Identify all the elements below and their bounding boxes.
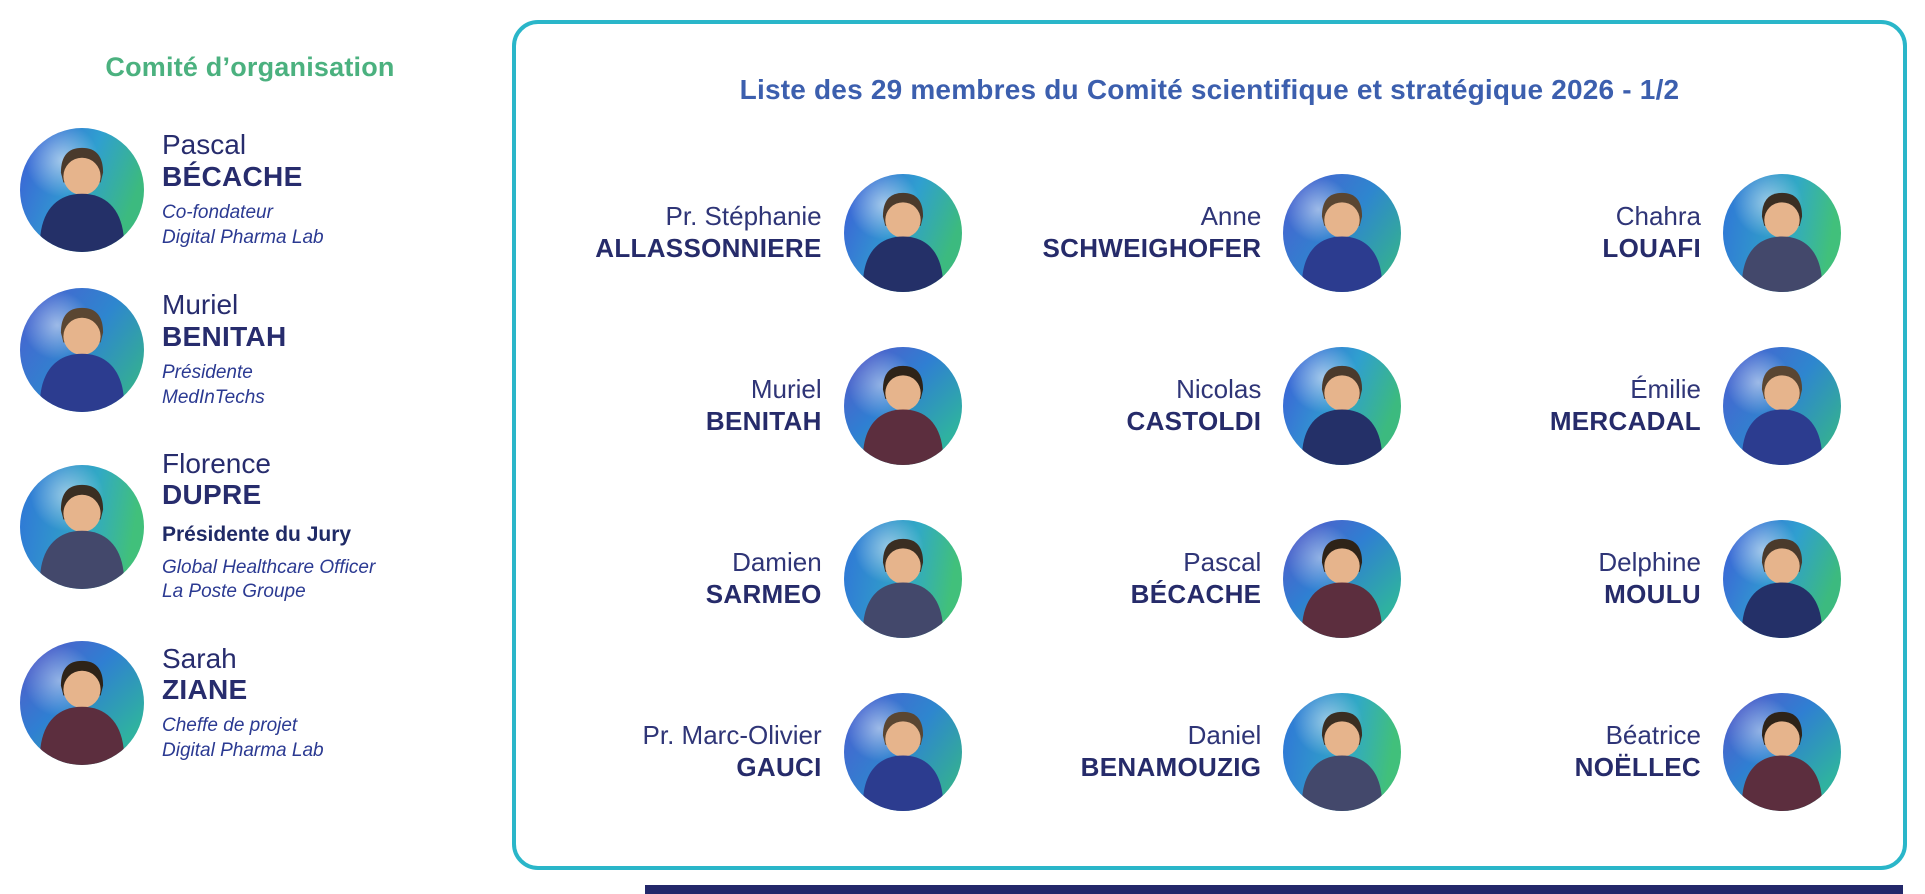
member-text-block [1550, 374, 1701, 437]
member-photo [844, 520, 962, 638]
person-portrait-icon [20, 128, 144, 252]
member-text-block [595, 201, 821, 264]
member-photo [1723, 693, 1841, 811]
member-last-name: BENITAH [162, 320, 287, 352]
member-text-block [1598, 547, 1701, 610]
member-last-name: LOUAFI [1602, 232, 1701, 263]
person-portrait-icon [844, 347, 962, 465]
sci-member-cell [1429, 319, 1869, 492]
sci-member-cell [1429, 146, 1869, 319]
member-text-block [706, 547, 822, 610]
person-portrait-icon [1723, 520, 1841, 638]
member-text-block [1043, 201, 1262, 264]
org-member-row [20, 641, 375, 765]
member-first-name: Émilie [1630, 373, 1701, 404]
member-first-name: Muriel [162, 289, 239, 321]
member-text-block [643, 720, 822, 783]
member-photo [1723, 347, 1841, 465]
sci-member-cell [550, 665, 990, 838]
person-portrait-icon [844, 174, 962, 292]
member-first-name: Daniel [1187, 719, 1262, 750]
member-first-name: Delphine [1598, 546, 1701, 577]
person-portrait-icon [1283, 520, 1401, 638]
member-role: Co-fondateur Digital Pharma Lab [162, 202, 324, 248]
member-text-block [162, 643, 324, 764]
organizing-committee-panel [0, 0, 500, 894]
member-last-name: SARMEO [705, 578, 822, 609]
person-portrait-icon [20, 288, 144, 412]
member-photo [1283, 693, 1401, 811]
member-last-name: BÉCACHE [1130, 578, 1262, 609]
sci-member-cell [990, 492, 1430, 665]
member-photo [20, 128, 144, 252]
member-first-name: Anne [1200, 200, 1262, 231]
member-role: Cheffe de projet Digital Pharma Lab [162, 715, 324, 761]
person-portrait-icon [1723, 174, 1841, 292]
person-portrait-icon [1283, 347, 1401, 465]
org-member-row [20, 448, 375, 605]
person-portrait-icon [20, 641, 144, 765]
member-text-block [162, 129, 324, 250]
member-last-name: MOULU [1604, 578, 1701, 609]
person-portrait-icon [844, 693, 962, 811]
member-last-name: BENITAH [705, 405, 822, 436]
org-member-row [20, 128, 375, 252]
member-last-name: MERCADAL [1549, 405, 1701, 436]
member-last-name: ALLASSONNIERE [595, 232, 822, 263]
member-photo [1283, 174, 1401, 292]
member-text-block [1575, 720, 1701, 783]
member-text-block [1602, 201, 1701, 264]
person-portrait-icon [1723, 347, 1841, 465]
member-role: Présidente MedInTechs [162, 362, 265, 408]
member-first-name: Damien [732, 546, 822, 577]
sci-member-cell [550, 492, 990, 665]
person-portrait-icon [844, 520, 962, 638]
member-text-block [162, 289, 286, 410]
org-member-row [20, 288, 375, 412]
member-photo [1723, 174, 1841, 292]
member-last-name: DUPRE [162, 479, 262, 511]
bottom-divider [645, 885, 1903, 894]
member-text-block [162, 448, 375, 605]
sci-member-cell [990, 319, 1430, 492]
member-last-name: BENAMOUZIG [1080, 751, 1262, 782]
member-photo [20, 641, 144, 765]
sci-member-cell [550, 146, 990, 319]
person-portrait-icon [1283, 693, 1401, 811]
member-last-name: ZIANE [162, 673, 248, 705]
member-role-highlight: Présidente du Jury [162, 522, 352, 546]
member-photo [20, 465, 144, 589]
member-photo [1283, 347, 1401, 465]
member-last-name: CASTOLDI [1126, 405, 1262, 436]
member-text-block [706, 374, 822, 437]
scientific-committee-panel [512, 20, 1907, 870]
member-last-name: SCHWEIGHOFER [1042, 232, 1262, 263]
member-photo [20, 288, 144, 412]
member-first-name: Pascal [1183, 546, 1262, 577]
member-last-name: GAUCI [736, 751, 822, 782]
person-portrait-icon [1723, 693, 1841, 811]
person-portrait-icon [20, 465, 144, 589]
member-role: Global Healthcare Officer La Poste Groupe [162, 556, 376, 603]
member-photo [844, 347, 962, 465]
member-first-name: Béatrice [1605, 719, 1701, 750]
member-photo [1283, 520, 1401, 638]
sci-member-cell [990, 146, 1430, 319]
member-first-name: Chahra [1615, 200, 1701, 231]
member-first-name: Sarah [162, 642, 237, 674]
member-last-name: BÉCACHE [162, 160, 303, 192]
member-last-name: NOËLLEC [1574, 751, 1701, 782]
member-text-block [1131, 547, 1262, 610]
sci-member-cell [990, 665, 1430, 838]
member-text-block [1081, 720, 1262, 783]
member-first-name: Pascal [162, 129, 247, 161]
scientific-committee-title: Liste des 29 membres du Comité scientifique et stratégique 2026 - 1/2 [739, 74, 1680, 105]
organizing-committee-list [20, 128, 375, 765]
person-portrait-icon [1283, 174, 1401, 292]
sci-member-cell [1429, 665, 1869, 838]
sci-member-cell [1429, 492, 1869, 665]
member-photo [844, 174, 962, 292]
scientific-committee-grid [550, 146, 1869, 838]
member-first-name: Pr. Stéphanie [665, 200, 822, 231]
organizing-committee-title: Comité d’organisation [105, 52, 395, 82]
member-photo [844, 693, 962, 811]
sci-member-cell [550, 319, 990, 492]
member-text-block [1127, 374, 1262, 437]
member-first-name: Pr. Marc-Olivier [642, 719, 822, 750]
member-photo [1723, 520, 1841, 638]
member-first-name: Nicolas [1176, 373, 1262, 404]
member-first-name: Florence [162, 448, 271, 479]
member-first-name: Muriel [750, 373, 822, 404]
